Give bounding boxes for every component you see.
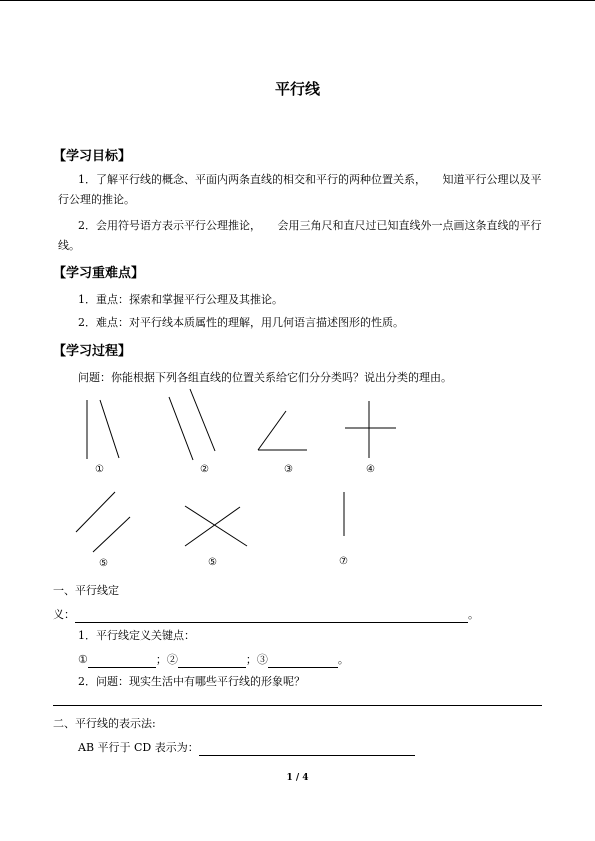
figure-5-lines (76, 492, 130, 552)
figure-5-line-a (76, 492, 115, 532)
part2-heading: 二、平行线的表示法: (53, 717, 156, 730)
figure-2-line-b (190, 389, 215, 451)
keywords-label: 1．平行线定义关键点： (78, 629, 195, 642)
definition-suffix: 。 (468, 608, 479, 621)
figure-4-lines (345, 401, 396, 458)
figure-2-line-a (169, 397, 193, 460)
definition-line (53, 606, 479, 623)
keypoint-item-1: 1．重点：探索和掌握平行公理及其推论。 (78, 293, 283, 306)
definition-blank[interactable] (75, 606, 468, 623)
figure-label-2: ② (200, 464, 209, 475)
keyword-3-label: ；③ (245, 653, 268, 666)
keyword-3-blank[interactable] (268, 651, 338, 668)
figure-3-line-a (258, 411, 286, 450)
figure-label-7: ⑦ (339, 556, 348, 567)
keyword-1-blank[interactable] (88, 651, 156, 668)
figure-1-line-b (100, 400, 119, 458)
figure-2-lines (169, 389, 215, 460)
classification-question: 问题：你能根据下列各组直线的位置关系给它们分分类吗？说出分类的理由。 (78, 371, 452, 384)
figure-1-lines (87, 400, 119, 459)
section-heading-process: 【学习过程】 (53, 344, 132, 359)
figure-label-6: ⑤ (208, 557, 217, 568)
answer-blank-line[interactable] (53, 705, 542, 706)
section-heading-goals: 【学习目标】 (53, 149, 132, 164)
keyword-2-blank[interactable] (178, 651, 246, 668)
real-life-question: 2．问题：现实生活中有哪些平行线的形象呢？ (78, 675, 305, 688)
keyword-1-label: ① (78, 653, 88, 666)
figure-label-4: ④ (366, 464, 375, 475)
keyword-2-label: ；② (155, 653, 178, 666)
goal-item-1: 1．了解平行线的概念、平面内两条直线的相交和平行的两种位置关系， 知道平行公理以及平行公理的推论。 (58, 173, 542, 206)
keypoint-item-2: 2．难点：对平行线本质属性的理解，用几何语言描述图形的性质。 (78, 316, 404, 329)
figure-6-lines (185, 506, 247, 546)
figure-label-5: ⑤ (99, 558, 108, 569)
definition-prefix: 义： (53, 608, 75, 621)
part1-heading: 一、平行线定 (53, 584, 119, 597)
figure-5-line-b (93, 517, 130, 552)
figure-3-lines (258, 411, 307, 450)
notation-line (78, 739, 415, 756)
page-title: 平行线 (274, 80, 320, 98)
figure-label-3: ③ (284, 464, 293, 475)
notation-blank[interactable] (199, 739, 415, 756)
notation-label: AB 平行于 CD 表示为： (78, 741, 199, 754)
figure-label-1: ① (95, 464, 104, 475)
page-number: 1 / 4 (286, 773, 309, 783)
section-heading-keypoints: 【学习重难点】 (53, 266, 145, 281)
keywords-end: 。 (337, 653, 349, 666)
figure-6-line-b (185, 507, 240, 546)
keywords-line (78, 651, 349, 668)
goal-item-2: 2．会用符号语方表示平行公理推论， 会用三角尺和直尺过已知直线外一点画这条直线的平行线。 (58, 219, 542, 252)
